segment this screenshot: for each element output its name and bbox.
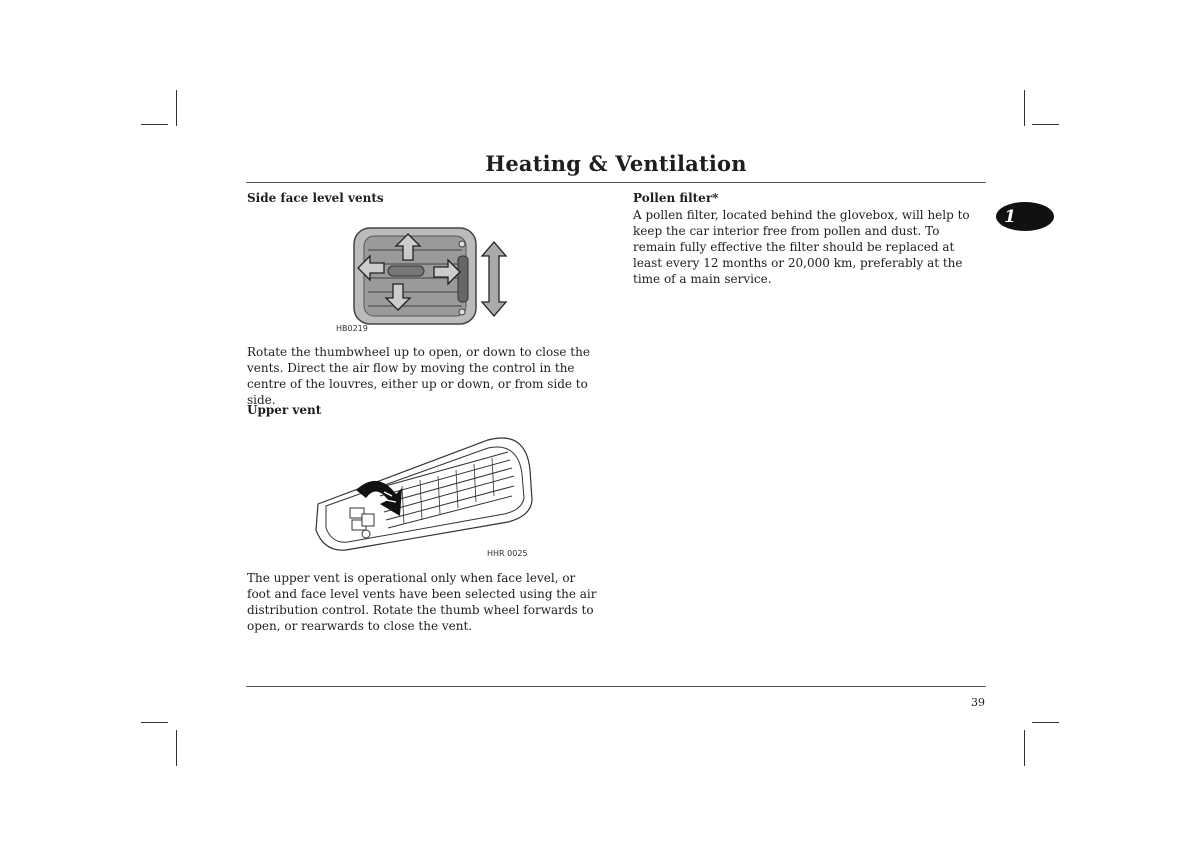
side-vent-figure-code: HB0219 <box>336 324 368 333</box>
footer-rule <box>246 686 986 687</box>
upper-vent-figure-code: HHR 0025 <box>487 549 528 558</box>
crop-mark <box>1024 90 1025 126</box>
crop-mark <box>141 124 168 125</box>
upper-vent-heading: Upper vent <box>247 403 322 417</box>
crop-mark <box>1032 124 1059 125</box>
crop-mark <box>141 722 168 723</box>
side-vents-text: Rotate the thumbwheel up to open, or down to close the vents. Direct the air flow by moving the control in the centre of the louvres, either up or down, or from side to side. <box>247 345 590 407</box>
pollen-filter-heading: Pollen filter* <box>633 191 719 205</box>
crop-mark <box>176 90 177 126</box>
crop-mark <box>1032 722 1059 723</box>
chapter-tab: 1 <box>996 202 1054 231</box>
crop-mark <box>1024 730 1025 766</box>
upper-vent-text: The upper vent is operational only when face level, or foot and face level vents have been selected using the air distribution control. Rotate the thumb wheel forwards to open, or rearwards to close the vent. <box>247 571 597 633</box>
pollen-filter-text: A pollen filter, located behind the glovebox, will help to keep the car interior free from pollen and dust. To remain fully effective the filter should be replaced at least every 12 months or 20,000 km, preferably at the time of a main service. <box>633 208 970 286</box>
page-title: Heating & Ventilation <box>485 151 747 176</box>
upper-vent-illustration <box>312 434 536 554</box>
crop-mark <box>176 730 177 766</box>
page-number: 39 <box>971 696 985 709</box>
header-rule <box>246 182 986 183</box>
side-vent-illustration <box>350 222 510 330</box>
side-vents-heading: Side face level vents <box>247 191 384 205</box>
